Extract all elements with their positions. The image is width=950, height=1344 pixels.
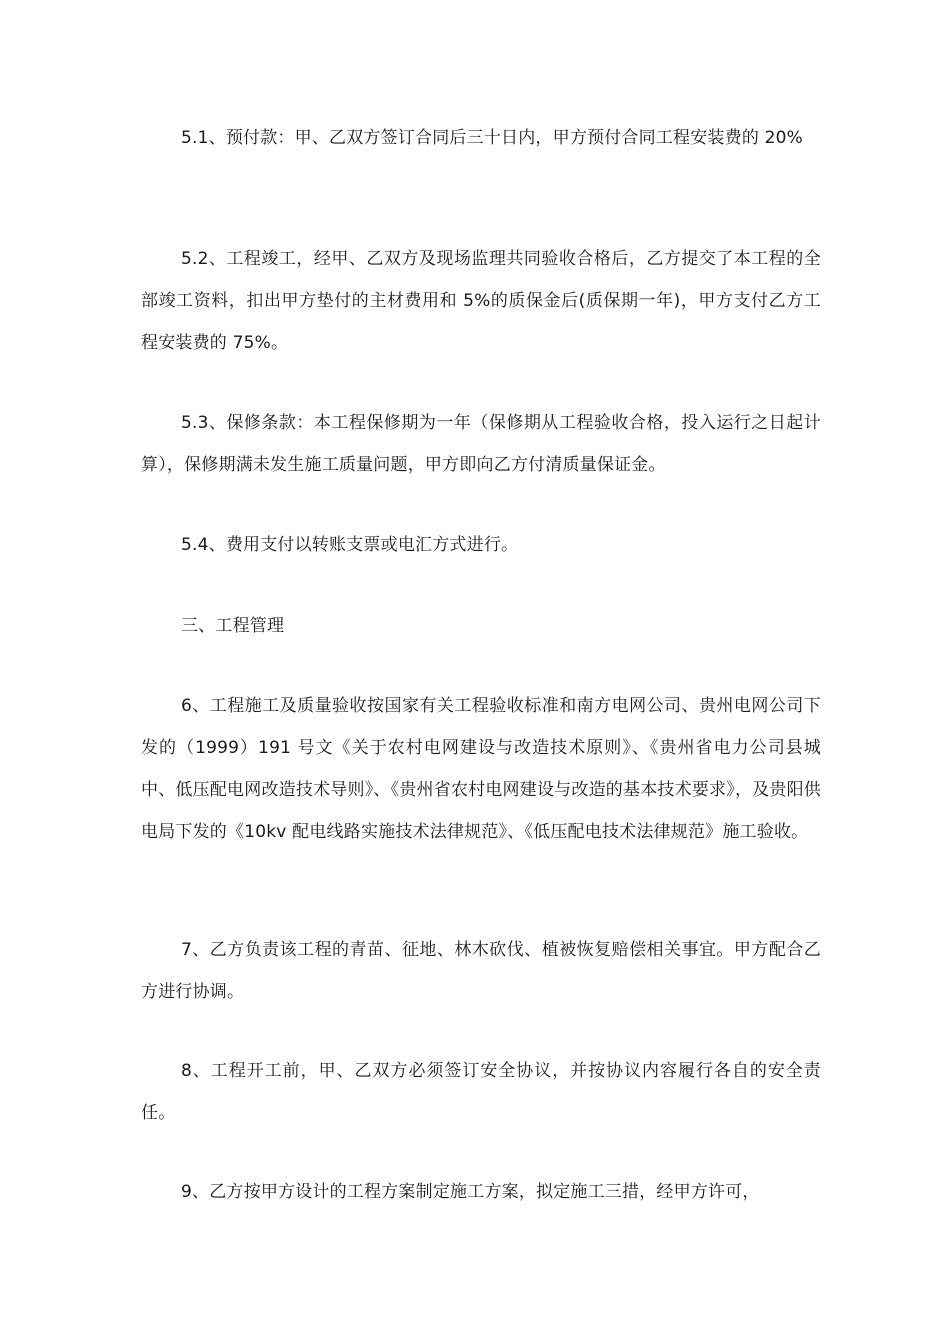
paragraph-5-1-advance-payment: 5.1、预付款：甲、乙双方签订合同后三十日内，甲方预付合同工程安装费的 20%	[181, 128, 804, 148]
paragraph-6-construction-standards: 6、工程施工及质量验收按国家有关工程验收标准和南方电网公司、贵州电网公司下发的（1999）191 号文《关于农村电网建设与改造技术原则》、《贵州省电力公司县城中、低压配电网改造技术导则》、《贵州省农村电网建设与改造的基本技术要求》，及贵阳供电局下发的《10kv 配电线路实施技术法律规范》、《低压配电技术法律规范》施工验收。	[141, 696, 821, 842]
paragraph-9-construction-plan: 9、乙方按甲方设计的工程方案制定施工方案，拟定施工三措，经甲方许可，	[181, 1182, 760, 1202]
paragraph-5-2-completion-payment: 5.2、工程竣工，经甲、乙双方及现场监理共同验收合格后，乙方提交了本工程的全部竣工资料，扣出甲方垫付的主材费用和 5%的质保金后(质保期一年)，甲方支付乙方工程安装费的 75%。	[141, 249, 821, 353]
paragraph-7-compensation-matters: 7、乙方负责该工程的青苗、征地、林木砍伐、植被恢复赔偿相关事宜。甲方配合乙方进行协调。	[141, 940, 821, 1002]
paragraph-5-4-payment-method: 5.4、费用支付以转账支票或电汇方式进行。	[181, 535, 519, 555]
paragraph-5-3-warranty-terms: 5.3、保修条款：本工程保修期为一年（保修期从工程验收合格，投入运行之日起计算），保修期满未发生施工质量问题，甲方即向乙方付清质量保证金。	[141, 413, 821, 475]
section-heading-project-management: 三、工程管理	[181, 616, 285, 636]
paragraph-8-safety-agreement: 8、工程开工前，甲、乙双方必须签订安全协议，并按协议内容履行各自的安全责任。	[141, 1061, 821, 1123]
